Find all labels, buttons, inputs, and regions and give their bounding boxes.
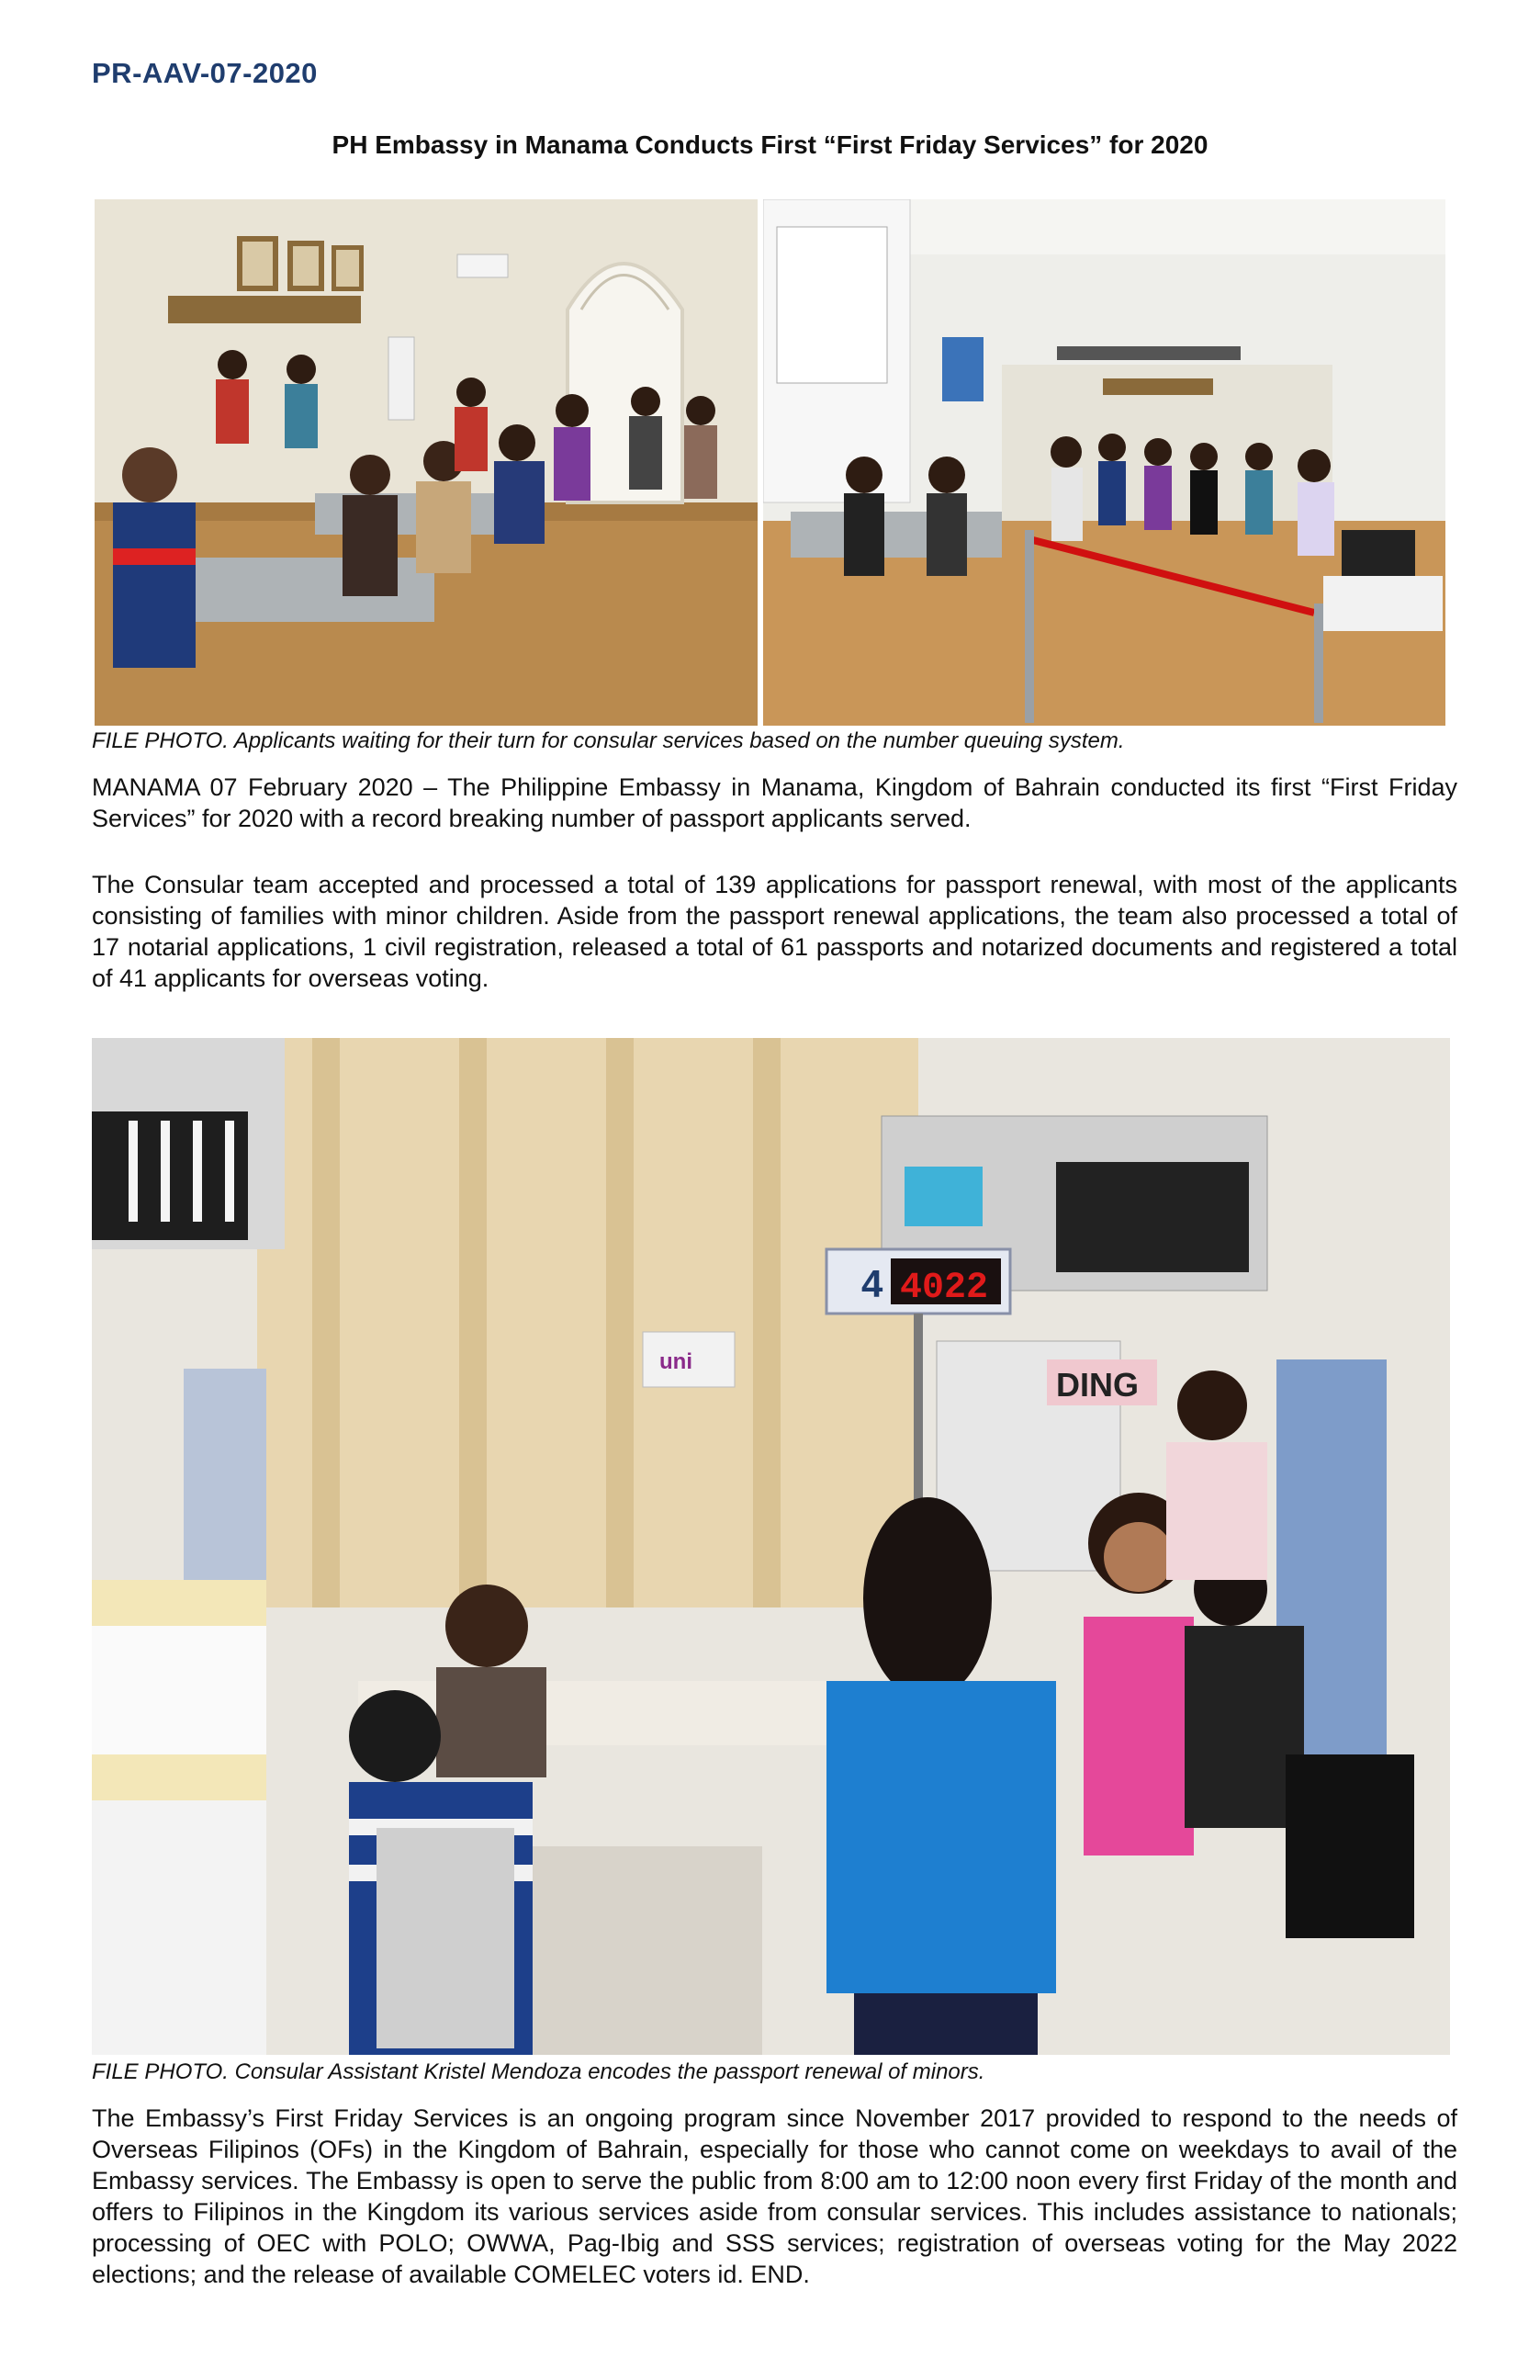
paragraph-intro: MANAMA 07 February 2020 – The Philippine Embassy in Manama, Kingdom of Bahrain conducted its first “First Friday Services” for 2020 with a record breaking number of passport applicants served.: [92, 773, 1457, 832]
queue-counter-number: 4: [861, 1262, 883, 1305]
top-photo-caption: FILE PHOTO. Applicants waiting for their turn for consular services based on the number queuing system.: [92, 728, 1125, 753]
banner-text: DING: [1056, 1366, 1139, 1404]
paragraph-program: The Embassy’s First Friday Services is an ongoing program since November 2017 provided to respond to the needs of Overseas Filipinos (OFs) in the Kingdom of Bahrain, especially for those who cannot come on weekdays to avail of the Embassy services. The Embassy is open to serve the public from 8:00 am to 12:00 noon every first Friday of the month and offers to Filipinos in the Kingdom its various services aside from consular services. This includes assistance to nationals; processing of OEC with POLO; OWWA, Pag-Ibig and SSS services; registration of overseas voting for the May 2022 elections; and the release of available COMELEC voters id. END.: [92, 2104, 1457, 2288]
photo-waiting-room: [95, 199, 758, 726]
paragraph-statistics: The Consular team accepted and processed a total of 139 applications for passport renewal, with most of the applicants consisting of families with minor children. Aside from the passport renewal applications, the team also processed a total of 17 notarial applications, 1 civil registration, released a total of 61 passports and notarized documents and registered a total of 41 applicants for overseas voting.: [92, 871, 1457, 992]
photo-waiting-hall: [763, 199, 1445, 726]
queue-ticket-number: 4022: [900, 1268, 989, 1309]
box-brand-text: uni: [659, 1349, 692, 1374]
photo-waiting-hall-icon: [763, 199, 1445, 726]
document-code: PR-AAV-07-2020: [92, 57, 318, 89]
page-title: PH Embassy in Manama Conducts First “First Friday Services” for 2020: [332, 130, 1208, 159]
photo-waiting-room-icon: [95, 199, 758, 726]
middle-photo-caption: FILE PHOTO. Consular Assistant Kristel Mendoza encodes the passport renewal of minors.: [92, 2059, 985, 2084]
photo-consular-counter-icon: [92, 1038, 1450, 2055]
photo-consular-counter: [92, 1038, 1450, 2055]
